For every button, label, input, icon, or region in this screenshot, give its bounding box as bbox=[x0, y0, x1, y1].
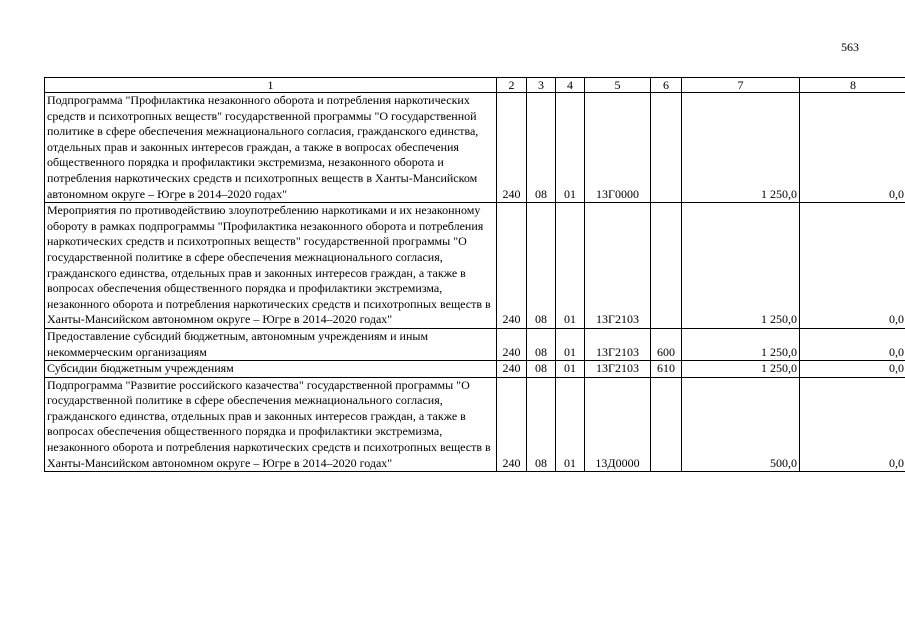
row-description: Подпрограмма "Развитие российского казачества" государственной программы "О государственной политике в сфере обеспечения межнационального согласия, гражданского единства, отдельных прав и законных интересов граждан, а также в вопросах обеспечения общественного порядка и профилактики экстремизма, незаконного оборота и потребления наркотических средств и психотропных веществ в Ханты-Мансийском автономном округе – Югре в 2014–2020 годах" bbox=[45, 377, 497, 472]
column-header-3: 3 bbox=[527, 78, 556, 93]
cell-col-4: 01 bbox=[556, 93, 585, 203]
cell-col-6: 610 bbox=[651, 361, 682, 378]
cell-col-3: 08 bbox=[527, 328, 556, 360]
column-header-5: 5 bbox=[585, 78, 651, 93]
cell-col-8: 0,0 bbox=[800, 93, 905, 203]
cell-col-7: 1 250,0 bbox=[682, 328, 800, 360]
cell-col-5: 13Г2103 bbox=[585, 361, 651, 378]
table-row bbox=[45, 93, 905, 203]
cell-col-8: 0,0 bbox=[800, 361, 905, 378]
column-header-7: 7 bbox=[682, 78, 800, 93]
cell-col-7: 500,0 bbox=[682, 377, 800, 472]
row-description: Субсидии бюджетным учреждениям bbox=[45, 361, 497, 378]
cell-col-2: 240 bbox=[497, 93, 527, 203]
column-header-6: 6 bbox=[651, 78, 682, 93]
column-header-1: 1 bbox=[45, 78, 497, 93]
cell-col-6: 600 bbox=[651, 328, 682, 360]
budget-table bbox=[44, 77, 905, 472]
table-row bbox=[45, 328, 905, 360]
cell-col-3: 08 bbox=[527, 377, 556, 472]
cell-col-2: 240 bbox=[497, 377, 527, 472]
cell-col-3: 08 bbox=[527, 361, 556, 378]
cell-col-3: 08 bbox=[527, 203, 556, 329]
cell-col-5: 13Д0000 bbox=[585, 377, 651, 472]
cell-col-7: 1 250,0 bbox=[682, 361, 800, 378]
table-row bbox=[45, 377, 905, 472]
cell-col-6 bbox=[651, 203, 682, 329]
cell-col-3: 08 bbox=[527, 93, 556, 203]
page-number: 563 bbox=[841, 40, 859, 54]
cell-col-4: 01 bbox=[556, 328, 585, 360]
cell-col-4: 01 bbox=[556, 203, 585, 329]
row-description: Мероприятия по противодействию злоупотреблению наркотиками и их незаконному обороту в рамках подпрограммы "Профилактика незаконного оборота и потребления наркотических средств и психотропных веществ" государственной программы "О государственной политике в сфере обеспечения межнационального согласия, гражданского единства, отдельных прав и законных интересов граждан, а также в вопросах обеспечения общественного порядка и профилактики экстремизма, незаконного оборота и потребления наркотических средств и психотропных веществ в Ханты-Мансийском автономном округе – Югре в 2014–2020 годах" bbox=[45, 203, 497, 329]
cell-col-6 bbox=[651, 93, 682, 203]
cell-col-2: 240 bbox=[497, 203, 527, 329]
cell-col-6 bbox=[651, 377, 682, 472]
row-description: Предоставление субсидий бюджетным, автономным учреждениям и иным некоммерческим организациям bbox=[45, 328, 497, 360]
cell-col-7: 1 250,0 bbox=[682, 203, 800, 329]
cell-col-5: 13Г0000 bbox=[585, 93, 651, 203]
cell-col-4: 01 bbox=[556, 361, 585, 378]
cell-col-4: 01 bbox=[556, 377, 585, 472]
column-header-4: 4 bbox=[556, 78, 585, 93]
column-header-2: 2 bbox=[497, 78, 527, 93]
cell-col-8: 0,0 bbox=[800, 328, 905, 360]
column-header-8: 8 bbox=[800, 78, 905, 93]
cell-col-8: 0,0 bbox=[800, 203, 905, 329]
cell-col-5: 13Г2103 bbox=[585, 328, 651, 360]
table-header-row bbox=[45, 78, 905, 93]
cell-col-8: 0,0 bbox=[800, 377, 905, 472]
cell-col-5: 13Г2103 bbox=[585, 203, 651, 329]
table-row bbox=[45, 361, 905, 378]
table-row bbox=[45, 203, 905, 329]
cell-col-2: 240 bbox=[497, 361, 527, 378]
cell-col-7: 1 250,0 bbox=[682, 93, 800, 203]
cell-col-2: 240 bbox=[497, 328, 527, 360]
row-description: Подпрограмма "Профилактика незаконного оборота и потребления наркотических средств и психотропных веществ" государственной программы "О государственной политике в сфере обеспечения межнационального согласия, гражданского единства, отдельных прав и законных интересов граждан, а также в вопросах обеспечения общественного порядка и профилактики экстремизма, незаконного оборота и потребления наркотических средств и психотропных веществ в Ханты-Мансийском автономном округе – Югре в 2014–2020 годах" bbox=[45, 93, 497, 203]
